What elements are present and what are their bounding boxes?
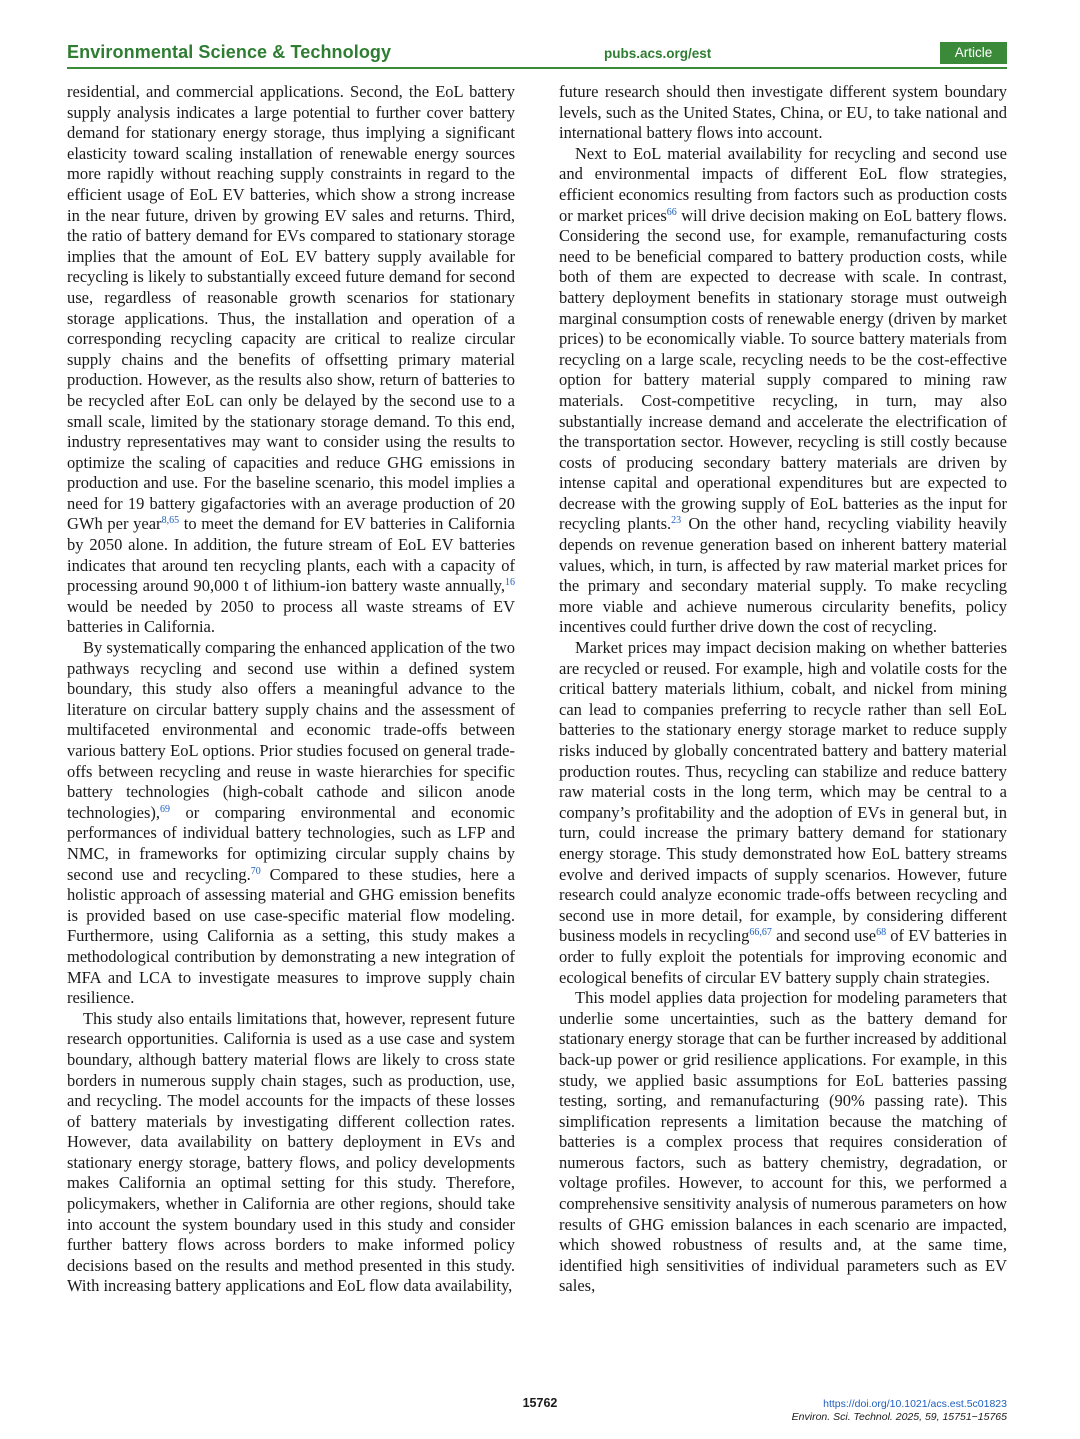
paragraph-text: This study also entails limitations that, however, represent future research opportunities. California is used as a use case and system boundary, although battery material flows are likely to cross state borders in numerous supply chain stages, such as production, use, and recycling. The model accounts for the impacts of these losses of battery materials by investigating different collection rates. However, data availability on battery deployment in EVs and stationary energy storage, battery flows, and policy developments makes California an optimal setting for this study. Therefore, policymakers, whether in California are other regions, should take into account the system boundary used in this study and consider further battery flows across borders to make informed policy decisions based on the results and method presented in this study. With increasing battery applications and EoL flow data availability, (67, 1008, 515, 1296)
paragraph-text: residential, and commercial applications. Second, the EoL battery supply analysis indicates a large potential to further cover battery demand for stationary energy storage, thus implying a significant elasticity toward scaling installation of renewable energy sources more rapidly without reaching supply constraints in regard to the efficient usage of EoL EV batteries, which show a strong increase in the near future, driven by growing EV sales and returns. Third, the ratio of battery demand for EVs compared to stationary storage implies that the amount of EoL EV battery supply available for recycling is likely to substantially exceed future demand for second use, regardless of reasonable growth scenarios for stationary storage applications. Thus, the installation and operation of a corresponding recycling capacity are critical to realize circular supply chains and the benefits of offsetting primary material production. However, as the results also show, return of batteries to be recycled after EoL can only be delayed by the second use to a small scale, limited by the stationary storage demand. To this end, industry representatives may want to consider using the results to optimize the scaling of capacities and reduce GHG emissions in production and use. For the baseline scenario, this model implies a need for 19 battery gigafactories with an average production of 20 GWh per year (67, 82, 515, 534)
paragraph-text: to meet the demand for EV batteries in California by 2050 alone. In addition, the future stream of EoL EV batteries indicates that around ten recycling plants, each with a capacity of processing around 90,000 t of lithium-ion battery waste annually, (67, 514, 516, 596)
body-paragraph (559, 638, 1007, 988)
body-paragraph (67, 1009, 515, 1297)
reference-citation[interactable]: 8,65 (161, 515, 180, 527)
paragraph-text: or comparing environmental and economic performances of individual battery technologies, such as LFP and NMC, in frameworks for optimizing circular supply chains by second use and recycling. (67, 802, 515, 884)
paragraph-text: of EV batteries in order to fully exploit the potentials for improving economic and ecological benefits of circular EV battery supply chain strategies. (559, 926, 1007, 987)
body-paragraph (67, 82, 515, 638)
paragraph-text: On the other hand, recycling viability heavily depends on revenue generation based on inherent battery material values, which, in turn, is affected by raw material market prices for the primary and secondary material supply. To make recycling more viable and achieve numerous circularity benefits, policy incentives could further drive down the cost of recycling. (559, 514, 1007, 637)
paragraph-text: By systematically comparing the enhanced application of the two pathways recycling and second use within a defined system boundary, this study also offers a meaningful advance to the literature on circular battery supply chains and the assessment of multifaceted environmental and economic trade-offs between various battery EoL options. Prior studies focused on general trade-offs between recycling and reuse in waste hierarchies for specific battery technologies (high-cobalt cathode and silicon anode technologies), (67, 638, 515, 822)
body-paragraph (559, 988, 1007, 1297)
article-type-badge: Article (940, 42, 1007, 64)
paragraph-text: Market prices may impact decision making on whether batteries are recycled or reused. For example, high and volatile costs for the critical battery materials lithium, cobalt, and nickel from mining can lead to companies preferring to recycle rather than sell EoL batteries to the stationary energy storage market to reduce supply risks induced by globally concentrated battery and battery material production routes. Thus, recycling can stabilize and reduce battery raw material costs in the long term, which may be central to a company’s profitability and the adoption of EVs in general but, in turn, could increase the primary battery demand for stationary energy storage. This study demonstrated how EoL battery streams evolve and derived impacts of supply scenarios. However, future research could analyze economic trade-offs between recycling and second use in more detail, for example, by considering different business models in recycling (559, 638, 1007, 946)
reference-citation[interactable]: 70 (250, 865, 261, 877)
left-column (67, 82, 515, 1297)
reference-citation[interactable]: 16 (505, 577, 515, 589)
reference-citation[interactable]: 69 (160, 803, 171, 815)
reference-citation[interactable]: 66 (666, 206, 677, 218)
header-rule (67, 67, 1007, 69)
reference-citation[interactable]: 23 (671, 515, 682, 527)
reference-citation[interactable]: 68 (876, 927, 887, 939)
paragraph-text: future research should then investigate different system boundary levels, such as the United States, China, or EU, to take national and international battery flows into account. (559, 82, 1007, 143)
footer-citation (792, 1398, 1007, 1424)
right-column (559, 82, 1007, 1297)
journal-title[interactable]: Environmental Science & Technology (67, 42, 392, 62)
body-paragraph (559, 144, 1007, 638)
body-paragraph (67, 638, 515, 1009)
reference-citation[interactable]: 66,67 (749, 927, 772, 939)
doi-link[interactable]: https://doi.org/10.1021/acs.est.5c01823 (823, 1398, 1007, 1410)
body-paragraph (559, 82, 1007, 144)
journal-citation: Environ. Sci. Technol. 2025, 59, 15751−15765 (791, 1411, 1007, 1423)
paragraph-text: and second use (771, 926, 877, 946)
paragraph-text: will drive decision making on EoL battery flows. Considering the second use, for example, remanufacturing costs need to be beneficial compared to battery production costs, while both of them are expected to decrease with scale. In contrast, battery deployment benefits in stationary storage must outweigh marginal consumption costs of renewable energy (driven by market prices) to be economically viable. To source battery materials from recycling on a large scale, recycling needs to be the cost-effective option for battery material supply compared to mining raw materials. Cost-competitive recycling, in turn, may also substantially increase demand and accelerate the electrification of the transportation sector. However, recycling is still costly because costs of producing secondary battery materials are driven by intense capital and operational expenditures but are expected to decrease with the growing supply of EoL batteries as the input for recycling plants. (559, 205, 1008, 534)
page-number: 15762 (522, 1396, 558, 1410)
paragraph-text: Next to EoL material availability for recycling and second use and environmental impacts of different EoL flow strategies, efficient economics resulting from factors such as production costs or market prices (559, 143, 1007, 225)
page-header (67, 42, 1007, 68)
paragraph-text: would be needed by 2050 to process all waste streams of EV batteries in California. (67, 596, 515, 637)
paragraph-text: Compared to these studies, here a holistic approach of assessing material and GHG emission benefits is provided based on use case-specific material flow modeling. Furthermore, using California as a setting, this study makes a methodological contribution by demonstrating a new integration of MFA and LCA to investigate measures to improve supply chain resilience. (67, 864, 515, 1008)
paragraph-text: This model applies data projection for modeling parameters that underlie some uncertainties, such as the battery demand for stationary energy storage that can be further increased by additional back-up power or grid resilience applications. For example, in this study, we applied basic assumptions for EoL batteries passing testing, sorting, and remanufacturing (90% passing rate). This simplification represents a limitation because the matching of batteries is a complex process that requires consideration of numerous factors, such as battery chemistry, degradation, or voltage profiles. However, to account for this, we performed a comprehensive sensitivity analysis of numerous parameters on how results of GHG emission balances in each scenario are impacted, which showed robustness of results and, at the same time, identified high sensitivities of individual parameters such as EV sales, (559, 988, 1007, 1296)
journal-site-link[interactable]: pubs.acs.org/est (604, 46, 712, 61)
